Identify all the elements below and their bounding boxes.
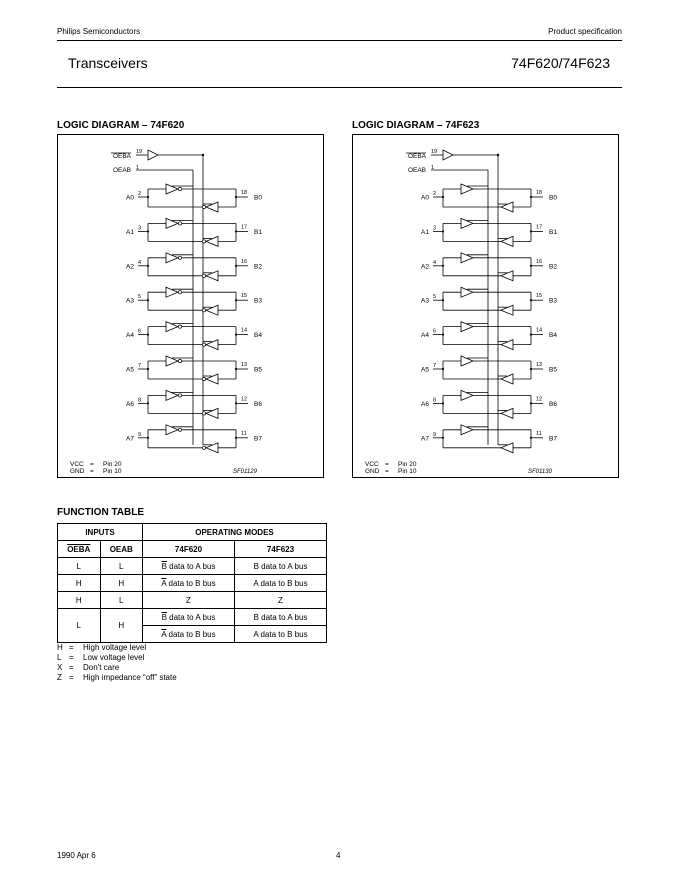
equals-sign: = [385,468,389,475]
ba-buffer-symbol [501,408,513,418]
cell-74f620 [143,609,235,626]
b-pin-number: 18 [241,190,248,196]
ba-buffer-symbol [206,305,218,315]
junction-dot [147,230,149,232]
b-port-label: B3 [549,297,557,305]
ba-buffer-symbol [206,374,218,384]
a-pin-number: 4 [138,259,142,266]
b-pin-number: 16 [536,258,543,265]
ba-buffer-symbol [501,271,513,281]
junction-dot [235,402,237,404]
inversion-bubble [178,394,181,397]
junction-dot [147,334,149,336]
b-port-label: B3 [254,297,262,305]
cell-oeba: H [58,592,101,609]
inversion-bubble [202,412,205,415]
b-pin-number: 13 [241,362,248,368]
ab-buffer-symbol [461,356,473,366]
junction-dot [235,230,237,232]
table-row [58,575,327,592]
b-port-label: B0 [254,194,262,202]
a-pin-number: 8 [138,397,142,404]
ba-buffer-symbol [206,202,218,212]
a-port-label: A5 [126,366,134,374]
a-pin-number: 2 [433,191,437,197]
a-pin-number: 5 [433,294,437,301]
b-pin-number: 11 [536,430,542,437]
b-pin-number: 12 [241,396,248,403]
b-port-label: B4 [549,332,557,340]
junction-dot [530,334,532,336]
ab-buffer-symbol [166,287,178,297]
a-pin-number: 6 [138,328,142,335]
table-row [58,592,327,609]
b-pin-number: 11 [241,430,247,437]
vcc-pin: Pin 20 [398,461,417,468]
col-74f623: 74F623 [235,541,327,558]
a-pin-number: 7 [138,363,142,369]
inversion-bubble [178,256,181,259]
ab-buffer-symbol [461,253,473,263]
inversion-bubble [202,240,205,243]
junction-dot [202,154,204,156]
diagram-623-heading: LOGIC DIAGRAM – 74F623 [352,120,480,131]
ba-buffer-symbol [206,443,218,453]
ab-buffer-symbol [166,218,178,228]
cell-74f620: Z [143,592,235,609]
ab-buffer-symbol [166,184,178,194]
a-pin-number: 2 [138,191,142,197]
oeba-label: OEBA [112,153,131,160]
a-port-label: A6 [126,400,134,408]
page-number: 4 [336,851,341,860]
cell-74f623: A data to B bus [235,626,327,643]
legend-item: X = Don't care [57,663,120,672]
table-row [58,558,327,575]
ab-buffer-symbol [461,184,473,194]
b-port-label: B2 [549,263,557,271]
bus-letter: $\overline{B}$ [161,561,167,571]
inversion-bubble [178,187,181,190]
b-port-label: B1 [549,228,557,236]
a-port-label: A3 [126,297,134,305]
junction-dot [530,437,532,439]
a-pin-number: 3 [433,225,437,232]
ab-buffer-symbol [461,425,473,435]
junction-dot [530,265,532,267]
junction-dot [530,402,532,404]
equals-sign: = [385,461,389,468]
b-port-label: B5 [549,366,557,374]
equals-sign: = [90,461,94,468]
b-port-label: B7 [254,435,262,443]
ab-buffer-symbol [166,390,178,400]
b-pin-number: 14 [241,327,248,334]
cell-oeba: L [58,609,101,643]
b-port-label: B5 [254,366,262,374]
oeab-pin-number: 1 [136,165,140,171]
inversion-bubble [178,222,181,225]
junction-dot [235,196,237,198]
vcc-label: VCC [70,461,84,468]
logic-diagram-620-svg [58,135,325,479]
bus-letter: $\overline{A}$ [161,629,167,639]
oeba-pin-number: 19 [136,149,143,155]
junction-dot [442,265,444,267]
document-type: Product specification [548,27,622,36]
a-port-label: A4 [421,332,429,340]
b-pin-number: 17 [536,224,543,231]
vcc-pin: Pin 20 [103,461,122,468]
ba-buffer-symbol [501,305,513,315]
oeab-pin-number: 1 [431,165,435,171]
cell-oeab: H [100,609,143,643]
junction-dot [530,230,532,232]
oeab-label: OEAB [407,167,426,174]
b-port-label: B1 [254,228,262,236]
inversion-bubble [178,428,181,431]
gnd-label: GND [70,468,85,475]
bus-letter: $\overline{B}$ [161,612,167,622]
bus-text: data to A bus [166,561,216,571]
ba-buffer-symbol [206,408,218,418]
gnd-label: GND [365,468,380,475]
diagram-620-heading: LOGIC DIAGRAM – 74F620 [57,120,185,131]
figure-code: SF01129 [233,469,257,475]
b-pin-number: 15 [536,293,543,300]
junction-dot [235,265,237,267]
junction-dot [147,368,149,370]
a-port-label: A2 [421,263,429,271]
junction-dot [147,299,149,301]
junction-dot [442,334,444,336]
ba-buffer-symbol [501,374,513,384]
b-port-label: B4 [254,332,262,340]
ab-buffer-symbol [461,218,473,228]
a-port-label: A3 [421,297,429,305]
junction-dot [442,437,444,439]
company-name: Philips Semiconductors [57,27,141,36]
b-pin-number: 17 [241,224,248,231]
a-port-label: A5 [421,366,429,374]
page-title: Transceivers [68,55,148,71]
oeba-buffer-symbol [148,150,158,160]
junction-dot [442,299,444,301]
ab-buffer-symbol [166,322,178,332]
cell-oeba: H [58,575,101,592]
cell-74f620 [143,626,235,643]
oeba-buffer-symbol [443,150,453,160]
cell-oeab: L [100,558,143,575]
inversion-bubble [202,309,205,312]
ab-buffer-symbol [166,425,178,435]
b-pin-number: 14 [536,327,543,334]
ab-buffer-symbol [461,287,473,297]
inputs-header: INPUTS [58,524,143,541]
b-port-label: B6 [254,400,262,408]
inversion-bubble [202,274,205,277]
bus-text: data to B bus [166,629,216,639]
inversion-bubble [202,205,205,208]
junction-dot [442,402,444,404]
junction-dot [235,299,237,301]
cell-74f623: B data to A bus [235,558,327,575]
oeba-pin-number: 19 [431,149,438,155]
inversion-bubble [178,325,181,328]
ab-buffer-symbol [461,390,473,400]
logic-diagram-620 [57,134,324,478]
equals-sign: = [90,468,94,475]
ab-buffer-symbol [461,322,473,332]
header-rule-top [57,40,622,41]
ba-buffer-symbol [501,443,513,453]
ba-buffer-symbol [206,271,218,281]
a-pin-number: 4 [433,259,437,266]
b-pin-number: 16 [241,258,248,265]
junction-dot [235,368,237,370]
a-pin-number: 6 [433,328,437,335]
b-port-label: B6 [549,400,557,408]
a-port-label: A7 [126,435,134,443]
cell-74f623: Z [235,592,327,609]
logic-diagram-623 [352,134,619,478]
bus-letter: $\overline{A}$ [161,578,167,588]
part-number: 74F620/74F623 [511,55,610,71]
vcc-label: VCC [365,461,379,468]
b-port-label: B0 [549,194,557,202]
b-port-label: B7 [549,435,557,443]
operating-modes-header: OPERATING MODES [143,524,327,541]
inversion-bubble [202,377,205,380]
junction-dot [147,196,149,198]
b-pin-number: 12 [536,396,543,403]
junction-dot [147,265,149,267]
cell-oeab: L [100,592,143,609]
oeba-label: OEBA [407,153,426,160]
a-port-label: A0 [421,194,429,202]
junction-dot [235,334,237,336]
legend-item: Z = High impedance “off” state [57,673,177,682]
a-pin-number: 7 [433,363,437,369]
function-table [57,523,327,643]
ba-buffer-symbol [501,202,513,212]
a-pin-number: 9 [138,431,142,438]
cell-oeab: H [100,575,143,592]
header-rule-bottom [57,87,622,88]
junction-dot [530,299,532,301]
ba-buffer-symbol [501,236,513,246]
a-pin-number: 3 [138,225,142,232]
a-port-label: A2 [126,263,134,271]
b-pin-number: 18 [536,190,543,196]
gnd-pin: Pin 10 [103,468,122,475]
junction-dot [442,196,444,198]
inversion-bubble [202,343,205,346]
junction-dot [235,437,237,439]
legend-item: H = High voltage level [57,643,147,652]
col-oeab: OEAB [100,541,143,558]
b-port-label: B2 [254,263,262,271]
cell-oeba: L [58,558,101,575]
inversion-bubble [178,291,181,294]
junction-dot [442,368,444,370]
a-port-label: A7 [421,435,429,443]
col-74f620: 74F620 [143,541,235,558]
a-pin-number: 9 [433,431,437,438]
cell-74f623: A data to B bus [235,575,327,592]
cell-74f623: B data to A bus [235,609,327,626]
b-pin-number: 15 [241,293,248,300]
a-port-label: A6 [421,400,429,408]
junction-dot [147,437,149,439]
ab-buffer-symbol [166,253,178,263]
junction-dot [530,196,532,198]
a-port-label: A4 [126,332,134,340]
junction-dot [147,402,149,404]
legend [57,643,177,683]
a-pin-number: 8 [433,397,437,404]
inversion-bubble [178,359,181,362]
legend-item: L = Low voltage level [57,653,145,662]
table-row [58,609,327,626]
junction-dot [442,230,444,232]
ba-buffer-symbol [206,236,218,246]
cell-74f620 [143,558,235,575]
function-table-heading: FUNCTION TABLE [57,507,145,518]
ab-buffer-symbol [166,356,178,366]
bus-text: data to B bus [166,578,216,588]
a-port-label: A0 [126,194,134,202]
a-port-label: A1 [421,228,429,236]
logic-diagram-623-svg [353,135,620,479]
footer-date: 1990 Apr 6 [57,851,96,860]
inversion-bubble [202,446,205,449]
junction-dot [497,154,499,156]
cell-74f620 [143,575,235,592]
a-pin-number: 5 [138,294,142,301]
col-oeba: OEBA [58,541,101,558]
ba-buffer-symbol [206,340,218,350]
figure-code: SF01130 [528,469,552,475]
a-port-label: A1 [126,228,134,236]
oeab-label: OEAB [112,167,131,174]
gnd-pin: Pin 10 [398,468,417,475]
junction-dot [530,368,532,370]
bus-text: data to A bus [166,612,216,622]
b-pin-number: 13 [536,362,543,368]
ba-buffer-symbol [501,340,513,350]
